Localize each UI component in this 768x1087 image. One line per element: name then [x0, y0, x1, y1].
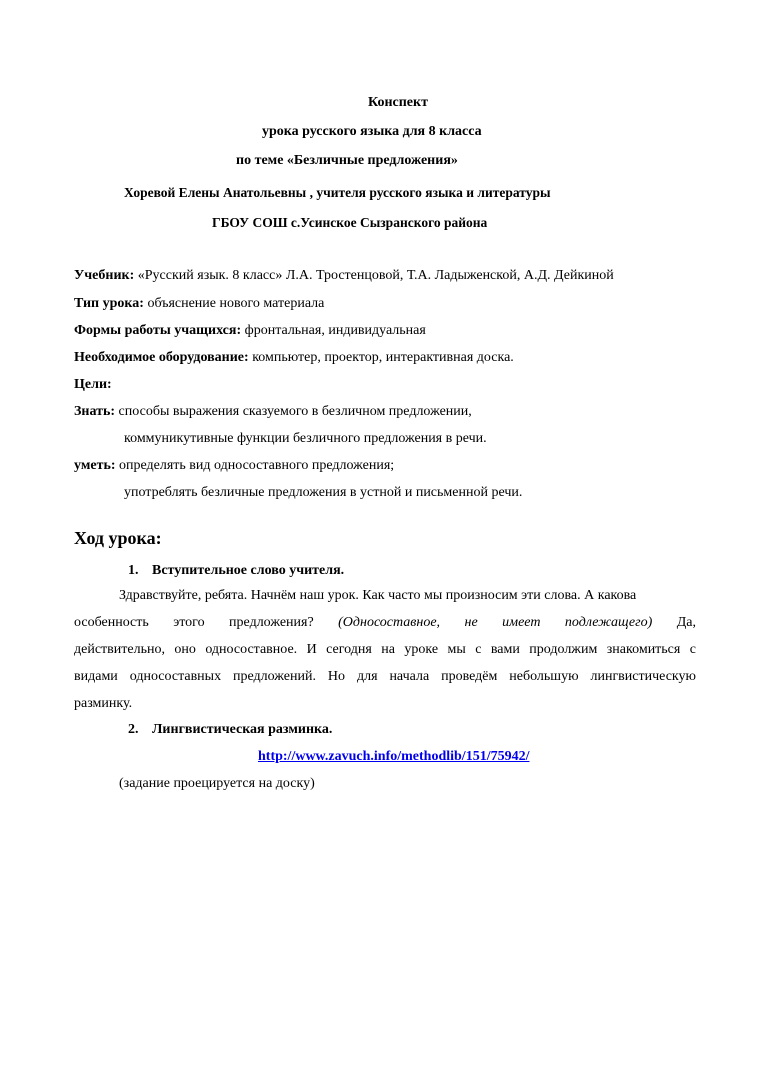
doc-school: ГБОУ СОШ с.Усинское Сызранского района — [212, 215, 488, 230]
goals-label: Цели: — [74, 377, 112, 392]
able-line-2: употреблять безличные предложения в устной и письменной речи. — [124, 485, 523, 500]
para1-line-1: Здравствуйте, ребята. Начнём наш урок. Как часто мы произносим эти слова. А какова — [119, 588, 637, 603]
able-line-1 — [74, 457, 394, 475]
textbook-label: Учебник: — [74, 268, 135, 283]
step1-title: Вступительное слово учителя. — [152, 563, 345, 578]
know-line-1 — [74, 403, 472, 421]
projection-note: (задание проецируется на доску) — [119, 776, 315, 791]
know-label: Знать: — [74, 404, 116, 419]
doc-topic: по теме «Безличные предложения» — [236, 153, 458, 168]
step2-heading — [128, 721, 332, 739]
lesson-type-value: объяснение нового материала — [143, 296, 325, 311]
textbook-line — [74, 267, 614, 285]
lesson-type-line — [74, 295, 324, 313]
equipment-line — [74, 349, 514, 367]
step2-number: 2. — [128, 722, 139, 737]
doc-title: Конспект — [368, 95, 428, 110]
textbook-value: «Русский язык. 8 класс» Л.А. Тростенцовой, Т.А. Ладыженской, А.Д. Дейкиной — [134, 268, 614, 283]
know-value-1: способы выражения сказуемого в безличном предложении, — [115, 404, 472, 419]
equipment-value: компьютер, проектор, интерактивная доска. — [248, 350, 514, 365]
resource-link-line — [258, 748, 529, 766]
work-forms-value: фронтальная, индивидуальная — [241, 323, 426, 338]
para1-line-2: особенность этого предложения? (Односоставное, не имеет подлежащего) Да, — [74, 615, 696, 630]
para1-line-4: видами односоставных предложений. Но для начала проведём небольшую лингвистическую — [74, 669, 696, 684]
para1-line-3: действительно, оно односоставное. И сегодня на уроке мы с вами продолжим знакомиться с — [74, 642, 696, 657]
equipment-label: Необходимое оборудование: — [74, 350, 249, 365]
know-line-2: коммуникутивные функции безличного предложения в речи. — [124, 431, 487, 446]
doc-author: Хоревой Елены Анатольевны , учителя русского языка и литературы — [124, 185, 551, 200]
able-value-1: определять вид односоставного предложения; — [115, 458, 395, 473]
lesson-heading: Ход урока: — [74, 528, 162, 548]
work-forms-label: Формы работы учащихся: — [74, 323, 242, 338]
doc-subtitle: урока русского языка для 8 класса — [262, 124, 482, 139]
para1-line-5: разминку. — [74, 696, 133, 711]
able-label: уметь: — [74, 458, 116, 473]
goals-line — [74, 376, 112, 394]
step1-number: 1. — [128, 563, 139, 578]
work-forms-line — [74, 322, 426, 340]
step1-heading — [128, 562, 344, 580]
step2-title: Лингвистическая разминка. — [152, 722, 333, 737]
resource-link[interactable]: http://www.zavuch.info/methodlib/151/75942/ — [258, 749, 530, 764]
lesson-type-label: Тип урока: — [74, 296, 144, 311]
